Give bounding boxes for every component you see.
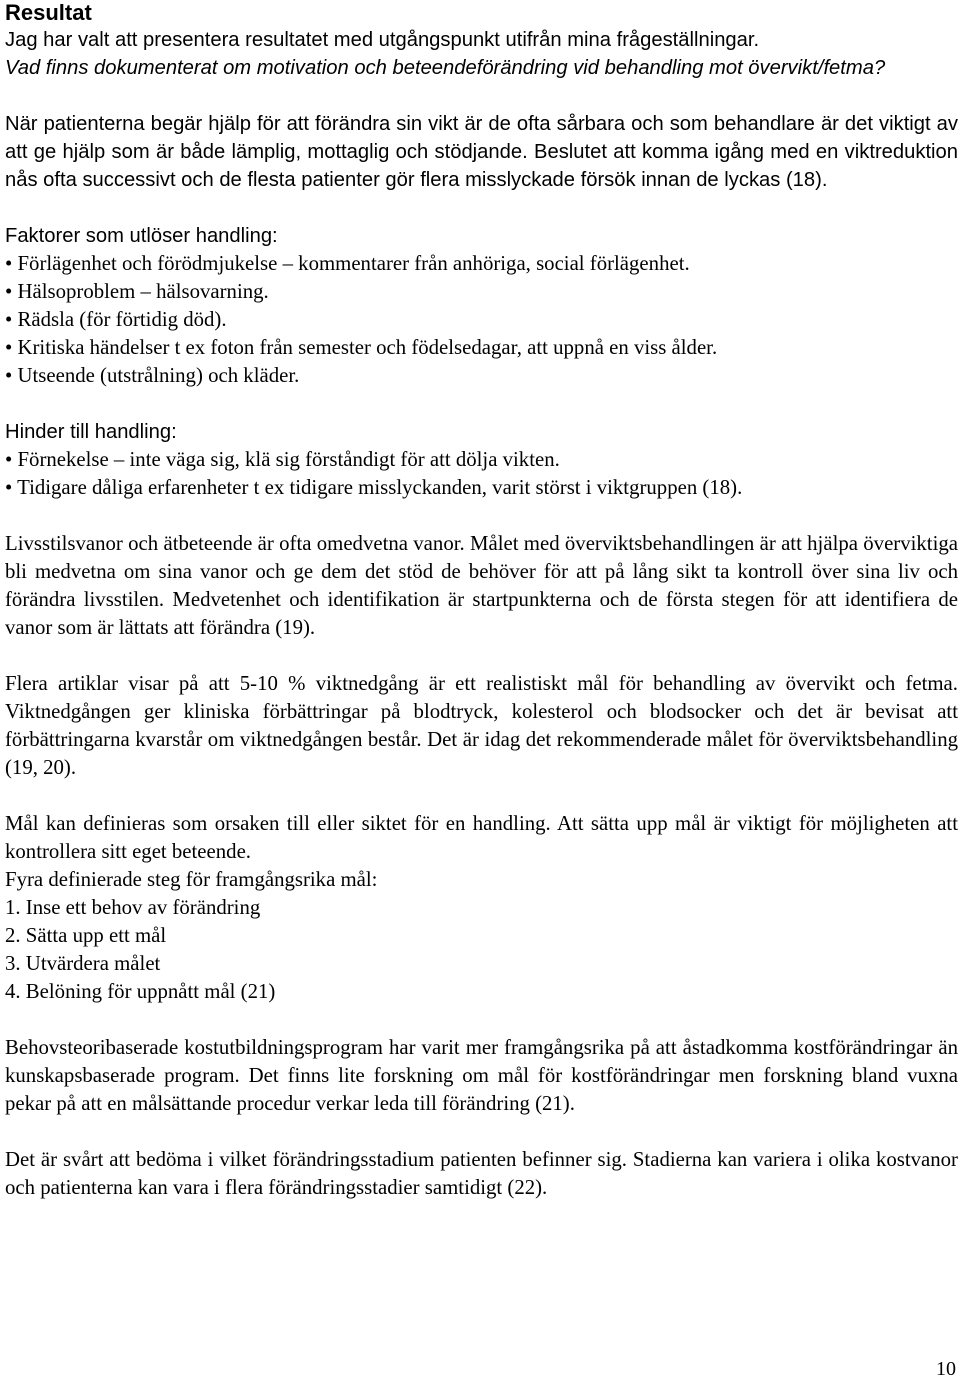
section-heading: Resultat [5, 0, 92, 25]
list-item: • Förlägenhet och förödmjukelse – kommentarer från anhöriga, social förlägenhet. [5, 252, 690, 275]
list-item: • Tidigare dåliga erfarenheter t ex tidigare misslyckanden, varit störst i viktgruppen (18). [5, 476, 743, 499]
list-item: 2. Sätta upp ett mål [5, 924, 167, 947]
triggers-title: Faktorer som utlöser handling: [5, 225, 278, 247]
paragraph-goals: Mål kan definieras som orsaken till eller siktet för en handling. Att sätta upp mål är viktigt för möjligheten att kontrollera sitt eget beteende. [5, 812, 958, 863]
list-item: 3. Utvärdera målet [5, 952, 161, 975]
barriers-title: Hinder till handling: [5, 421, 177, 443]
triggers-list [5, 250, 958, 390]
paragraph-motivation: När patienterna begär hjälp för att förändra sin vikt är de ofta sårbara och som behandlare är det viktigt av att ge hjälp som är både lämplig, mottaglig och stödjande. Beslutet att komma igång med en viktreduktion nås ofta successivt och de flesta patienter gör flera misslyckade försök innan de lyckas (18). [5, 113, 958, 191]
intro-line: Jag har valt att presentera resultatet med utgångspunkt utifrån mina frågeställningar. [5, 29, 760, 51]
page-number: 10 [936, 1358, 956, 1380]
barriers-list [5, 446, 958, 502]
steps-list [5, 894, 958, 1006]
document-page [5, 0, 958, 1202]
list-item: 4. Belöning för uppnått mål (21) [5, 980, 276, 1003]
list-item: • Hälsoproblem – hälsovarning. [5, 280, 269, 303]
paragraph-programs: Behovsteoribaserade kostutbildningsprogram har varit mer framgångsrika på att åstadkomma kostförändringar än kunskapsbaserade program. Det finns lite forskning om mål för kostförändringar men forskning bland vuxna pekar på att en målsättande procedur verkar leda till förändring (21). [5, 1036, 958, 1115]
paragraph-weight-loss: Flera artiklar visar på att 5-10 % viktnedgång är ett realistiskt mål för behandling av övervikt och fetma. Viktnedgången ger kliniska förbättringar på blodtryck, kolesterol och blodsocker och det är bevisat att förbättringarna kvarstår om viktnedgången består. Det är idag det rekommenderade målet för överviktsbehandling (19, 20). [5, 672, 958, 779]
research-question: Vad finns dokumenterat om motivation och beteendeförändring vid behandling mot övervikt/fetma? [5, 57, 886, 79]
list-item: • Kritiska händelser t ex foton från semester och födelsedagar, att uppnå en viss ålder. [5, 336, 718, 359]
paragraph-stages: Det är svårt att bedöma i vilket förändringsstadium patienten befinner sig. Stadierna kan variera i olika kostvanor och patienterna kan vara i flera förändringsstadier samtidigt (22). [5, 1148, 958, 1199]
list-item: 1. Inse ett behov av förändring [5, 896, 261, 919]
list-item: • Rädsla (för förtidig död). [5, 308, 227, 331]
list-item: • Utseende (utstrålning) och kläder. [5, 364, 300, 387]
paragraph-habits: Livsstilsvanor och ätbeteende är ofta omedvetna vanor. Målet med överviktsbehandlingen är att hjälpa överviktiga bli medvetna om sina vanor och ge dem det stöd de behöver för att på lång sikt ta kontroll över sina liv och förändra livsstilen. Medvetenhet och identifikation är startpunkterna och de första stegen för att identifiera de vanor som är lättats att förändra (19). [5, 532, 958, 639]
list-item: • Förnekelse – inte väga sig, klä sig förståndigt för att dölja vikten. [5, 448, 560, 471]
steps-title: Fyra definierade steg för framgångsrika mål: [5, 868, 378, 891]
